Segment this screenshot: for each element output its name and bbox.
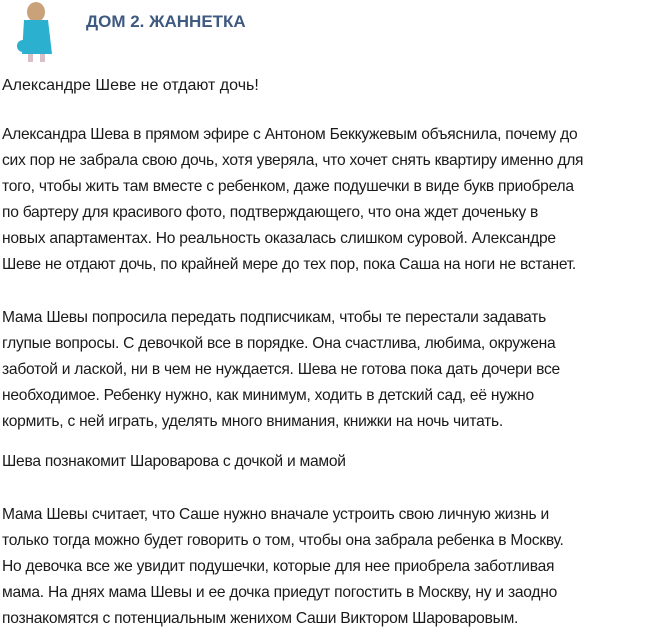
subtitle-text: Шева познакомит Шароварова с дочкой и мамой	[2, 453, 346, 470]
paragraph-1	[2, 122, 583, 278]
article-title: Александре Шеве не отдают дочь!	[2, 77, 259, 94]
text-line: новых апартаментах. Но реальность оказалась слишком суровой. Александре	[2, 230, 556, 247]
text-line: Александра Шева в прямом эфире с Антоном Беккужевым объяснила, почему до	[2, 126, 578, 143]
paragraph-3	[2, 502, 564, 632]
subtitle	[2, 449, 346, 475]
text-line: сих пор не забрала свою дочь, хотя уверяла, что хочет снять квартиру именно для	[2, 152, 584, 169]
text-line: глупые вопросы. С девочкой все в порядке. Она счастлива, любима, окружена	[2, 335, 556, 352]
text-line: Шеве не отдают дочь, по крайней мере до тех пор, пока Саша на ноги не встанет.	[2, 256, 577, 273]
text-line: Но девочка все же увидит подушечки, которые для нее приобрела заботливая	[2, 558, 555, 575]
text-line: по бартеру для красивого фото, подтверждающего, что она ждет доченьку в	[2, 204, 539, 221]
paragraph-2	[2, 305, 560, 435]
avatar[interactable]	[14, 2, 60, 64]
text-line: того, чтобы жить там вместе с ребенком, даже подушечки в виде букв приобрела	[2, 178, 574, 195]
text-line: Мама Шевы попросила передать подписчикам, чтобы те перестали задавать	[2, 309, 547, 326]
text-line: познакомятся с потенциальным женихом Саши Виктором Шароваровым.	[2, 610, 519, 627]
text-line: только тогда можно будет говорить о том, чтобы она забрала ребенка в Москву.	[2, 532, 564, 549]
text-line: Мама Шевы считает, что Саше нужно вначале устроить свою личную жизнь и	[2, 506, 549, 523]
text-line: заботой и лаской, ни в чем не нуждается. Шева не готова пока дать дочери все	[2, 361, 560, 378]
community-name[interactable]: ДОМ 2. ЖАННЕТКА	[86, 12, 246, 31]
text-line: необходимое. Ребенку нужно, как минимум, ходить в детский сад, её нужно	[2, 387, 534, 404]
text-line: кормить, с ней играть, уделять много внимания, книжки на ночь читать.	[2, 413, 504, 430]
text-line: мама. На днях мама Шевы и ее дочка приедут погостить в Москву, ну и заодно	[2, 584, 557, 601]
post-header	[0, 0, 660, 70]
